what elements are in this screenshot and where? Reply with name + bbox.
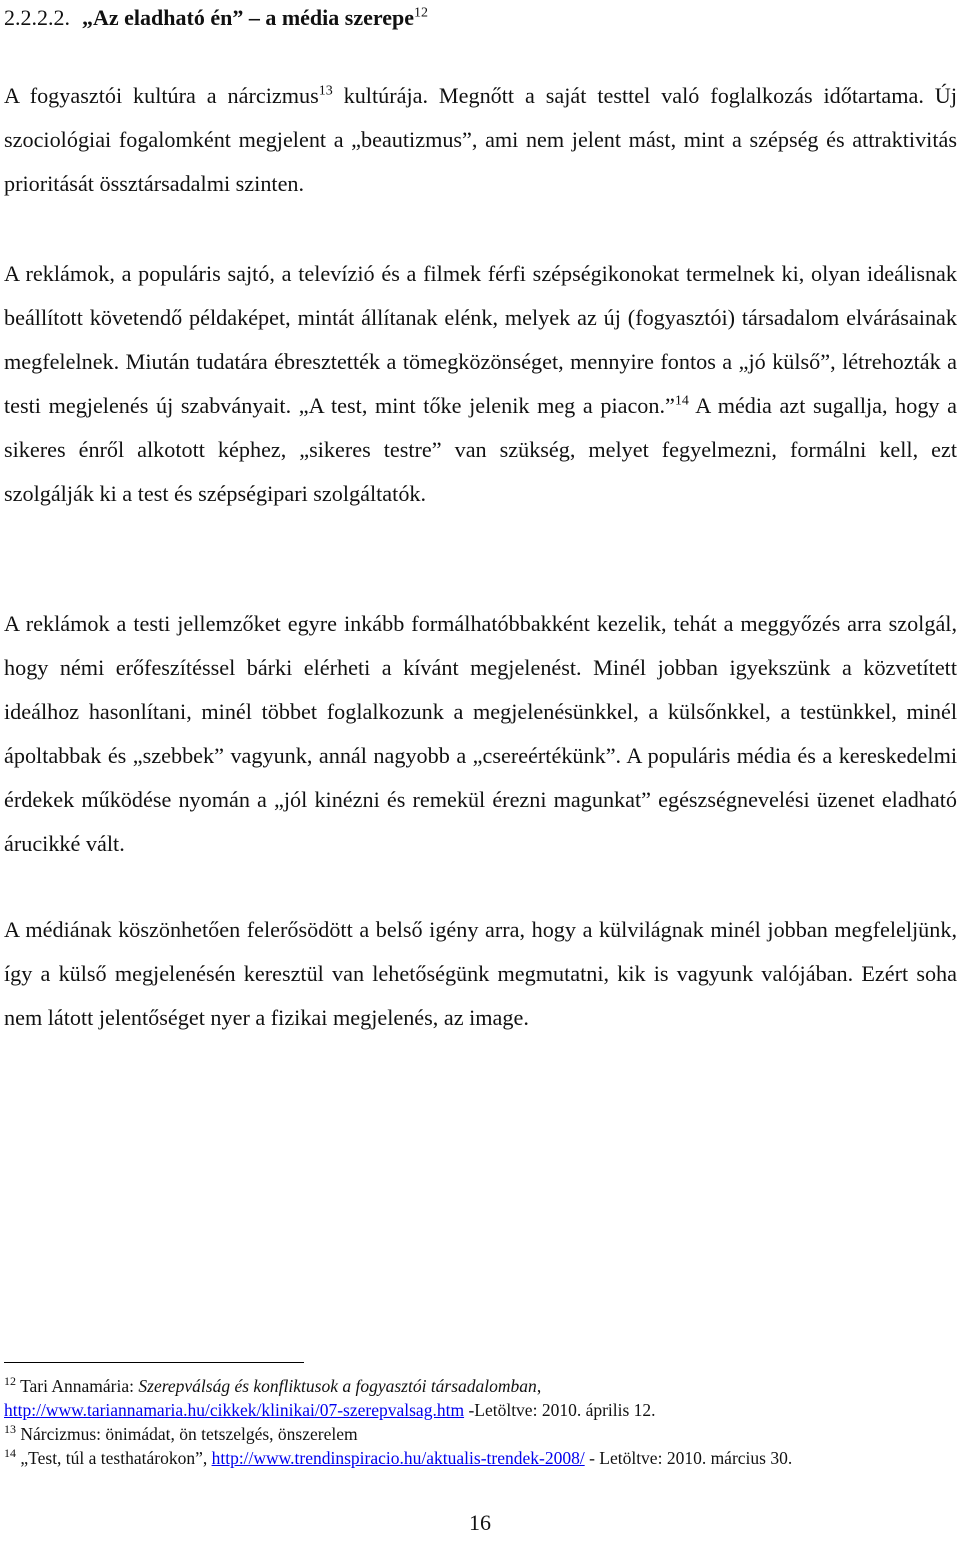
paragraph-2-text-a: A reklámok, a populáris sajtó, a televízió és a filmek férfi szépségikonokat termelnek ki, olyan ideálisnak beállított követendő példaképet, mintát állítanak elénk, melyek az új (fogyasztói) társadalom elvárásainak megfelelnek. Miután tudatára ébresztették a tömegközönséget, mennyire fontos a „jó külső”, létrehozták a testi megjelenés új szabványait. „A test, mint tőke jelenik meg a piacon.”	[4, 261, 957, 418]
footnotes	[4, 1374, 959, 1470]
footnote-link[interactable]: http://www.tariannamaria.hu/cikkek/klinikai/07-szerepvalsag.htm	[4, 1400, 465, 1420]
footnote-title: Szerepválság és konfliktusok a fogyasztói társadalomban	[138, 1376, 537, 1396]
paragraph-1-text-a: A fogyasztói kultúra a nárcizmus	[4, 83, 319, 108]
section-title: „Az eladható én” – a média szerepe	[82, 5, 414, 30]
footnote-12	[4, 1374, 959, 1422]
footnote-ref-13[interactable]: 13	[318, 83, 333, 99]
footnote-link[interactable]: http://www.trendinspiracio.hu/aktualis-trendek-2008/	[211, 1448, 585, 1468]
footnote-separator	[4, 1362, 304, 1363]
footnote-text: „Test, túl a testhatárokon”,	[20, 1448, 212, 1468]
footnote-ref-14[interactable]: 14	[674, 393, 689, 409]
footnote-14	[4, 1446, 959, 1470]
footnote-number: 13	[4, 1422, 16, 1437]
paragraph-2-text-b: A média azt sugallja, hogy a sikeres énről alkotott képhez, „sikeres testre” van szükség, melyet fegyelmezni, formálni kell, ezt szolgálják ki a test és szépségipari szolgáltatók.	[4, 393, 957, 506]
paragraph-2	[4, 252, 957, 516]
footnote-tail: - Letöltve: 2010. március 30.	[584, 1448, 793, 1468]
footnote-punct: ,	[536, 1376, 542, 1396]
paragraph-4: A médiának köszönhetően felerősödött a belső igény arra, hogy a külvilágnak minél jobban megfeleljünk, így a külső megjelenésén keresztül van lehetőségünk megmutatni, kik is vagyunk valójában. Ezért soha nem látott jelentőséget nyer a fizikai megjelenés, az image.	[4, 917, 957, 1030]
footnote-text: Nárcizmus: önimádat, ön tetszelgés, önszerelem	[20, 1424, 358, 1444]
footnote-number: 14	[4, 1446, 16, 1461]
paragraph-1-text-b: kultúrája. Megnőtt a saját testtel való foglalkozás időtartama. Új szociológiai fogalomként megjelent a „beautizmus”, ami nem jelent mást, mint a szépség és attraktivitás prioritását össztársadalmi szinten.	[4, 83, 957, 196]
footnote-13	[4, 1422, 959, 1446]
footnote-number: 12	[4, 1374, 16, 1389]
paragraph-1	[4, 74, 957, 206]
footnote-ref-12[interactable]: 12	[414, 5, 428, 21]
page-number: 16	[469, 1510, 491, 1535]
section-heading	[4, 0, 428, 36]
paragraph-3: A reklámok a testi jellemzőket egyre inkább formálhatóbbakként kezelik, tehát a meggyőzés arra szolgál, hogy némi erőfeszítéssel bárki elérheti a kívánt megjelenést. Minél jobban igyekszünk a közvetített ideálhoz hasonlítani, minél többet foglalkozunk a megjelenésünkkel, a külsőnkkel, a testünkkel, minél ápoltabbak és „szebbek” vagyunk, annál nagyobb a „csereértékünk”. A populáris média és a kereskedelmi érdekek működése nyomán a „jól kinézni és remekül érezni magunkat” egészségnevelési üzenet eladható árucikké vált.	[4, 611, 957, 856]
footnote-tail: -Letöltve: 2010. április 12.	[464, 1400, 656, 1420]
footnote-author: Tari Annamária:	[20, 1376, 139, 1396]
section-number: 2.2.2.2.	[4, 5, 70, 30]
